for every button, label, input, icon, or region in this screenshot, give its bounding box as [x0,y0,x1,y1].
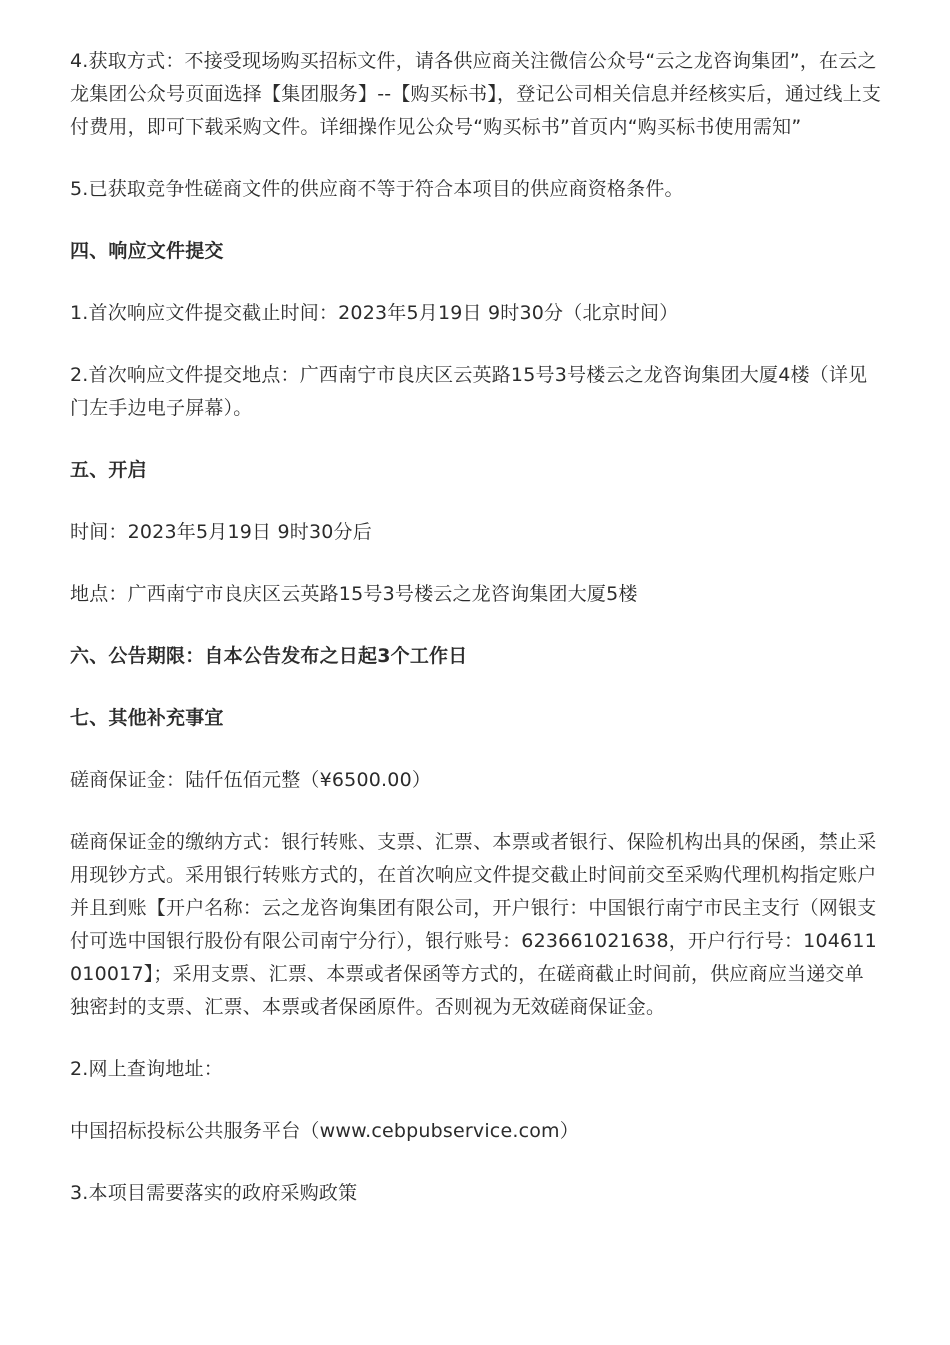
deposit-payment-method: 磋商保证金的缴纳方式：银行转账、支票、汇票、本票或者银行、保险机构出具的保函，禁止采用现钞方式。采用银行转账方式的，在首次响应文件提交截止时间前交至采购代理机构指定账户并且到账【开户名称：云之龙咨询集团有限公司，开户银行：中国银行南宁市民主支行（网银支付可选中国银行股份有限公司南宁分行），银行账号：623661021638，开户行行号：104611010017】；采用支票、汇票、本票或者保函等方式的，在磋商截止时间前，供应商应当递交单独密封的支票、汇票、本票或者保函原件。否则视为无效磋商保证金。 [70,831,877,1018]
supplier-qualification-note: 5.已获取竞争性磋商文件的供应商不等于符合本项目的供应商资格条件。 [70,178,684,200]
section-heading-notice-period: 六、公告期限：自本公告发布之日起3个工作日 [70,645,468,667]
section-heading-response-submission: 四、响应文件提交 [70,240,224,262]
deposit-amount: 磋商保证金：陆仟伍佰元整（¥6500.00） [70,769,432,791]
submission-location: 2.首次响应文件提交地点：广西南宁市良庆区云英路15号3号楼云之龙咨询集团大厦4楼（详见门左手边电子屏幕）。 [70,364,868,419]
online-query-label: 2.网上查询地址： [70,1058,223,1080]
opening-time: 时间：2023年5月19日 9时30分后 [70,521,372,543]
section-heading-other-matters: 七、其他补充事宜 [70,707,224,729]
online-query-platform: 中国招标投标公共服务平台（www.cebpubservice.com） [70,1120,579,1142]
procurement-policy-label: 3.本项目需要落实的政府采购政策 [70,1182,358,1204]
opening-location: 地点：广西南宁市良庆区云英路15号3号楼云之龙咨询集团大厦5楼 [70,583,638,605]
section-heading-opening: 五、开启 [70,459,147,481]
submission-deadline: 1.首次响应文件提交截止时间：2023年5月19日 9时30分（北京时间） [70,302,679,324]
acquisition-method-paragraph: 4.获取方式：不接受现场购买招标文件，请各供应商关注微信公众号“云之龙咨询集团”，在云之龙集团公众号页面选择【集团服务】--【购买标书】，登记公司相关信息并经核实后，通过线上支付费用，即可下载采购文件。详细操作见公众号“购买标书”首页内“购买标书使用需知” [70,50,882,138]
